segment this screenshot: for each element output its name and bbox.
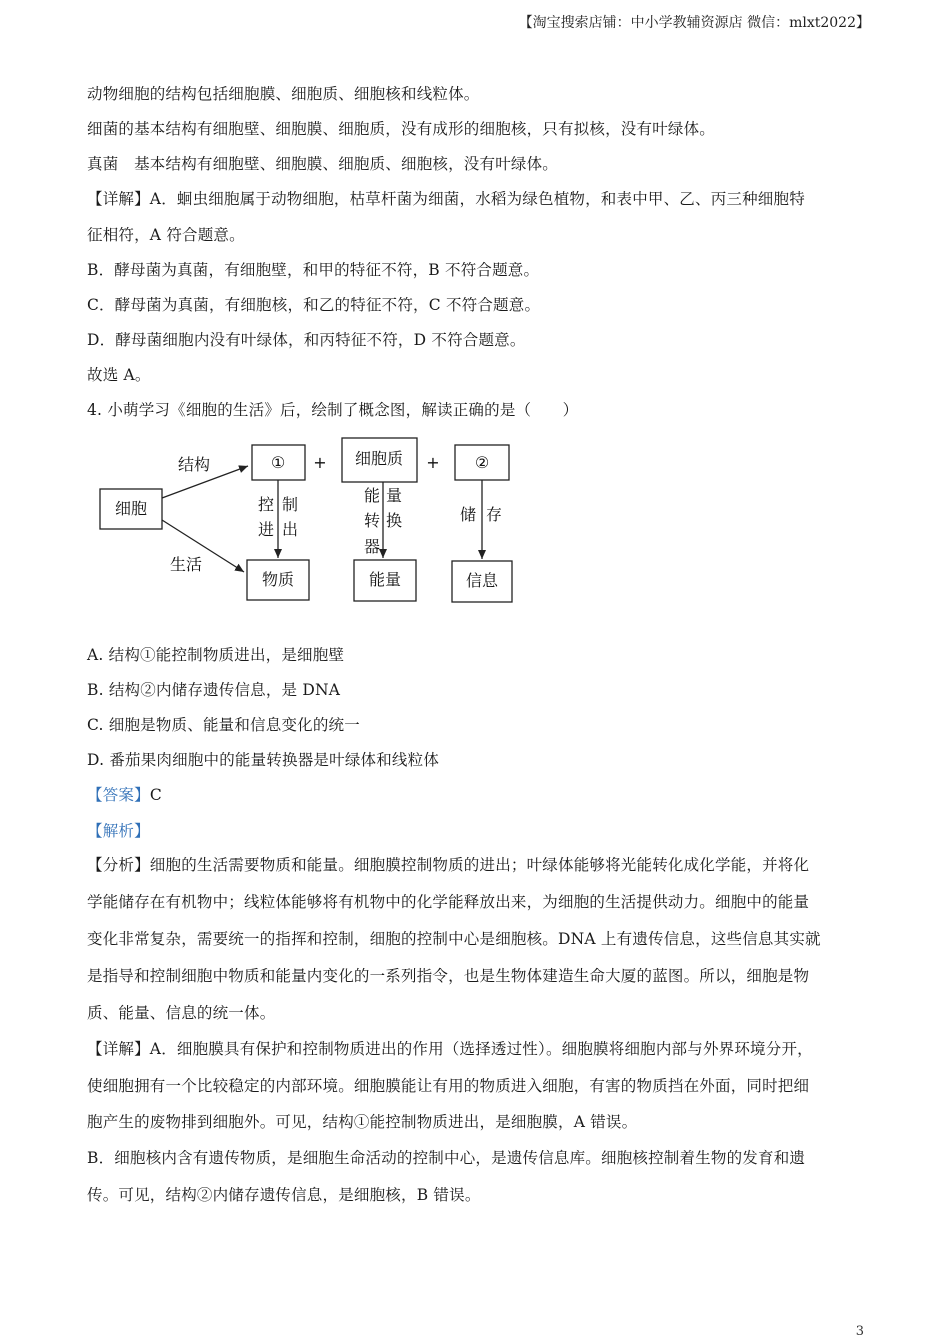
text-line: 征相符，A 符合题意。 bbox=[87, 226, 245, 244]
energy-char: 器 bbox=[363, 537, 381, 556]
analysis-line: 胞产生的废物排到细胞外。可见，结构①能控制物质进出，是细胞膜，A 错误。 bbox=[87, 1113, 638, 1131]
page-number: 3 bbox=[855, 1324, 864, 1339]
text-line: 故选 A。 bbox=[87, 366, 151, 384]
matter-label: 物质 bbox=[261, 570, 295, 589]
energy-char: 量 bbox=[385, 486, 403, 505]
control-char: 出 bbox=[281, 520, 299, 539]
structure-1-label: ① bbox=[270, 453, 286, 472]
life-arrow-label: 生活 bbox=[169, 555, 203, 574]
cytoplasm-label: 细胞质 bbox=[354, 449, 404, 468]
text-line: 真菌 基本结构有细胞壁、细胞膜、细胞质、细胞核，没有叶绿体。 bbox=[87, 155, 559, 173]
answer-line bbox=[87, 783, 162, 805]
structure-2-label: ② bbox=[474, 453, 490, 472]
analysis-tag: 【解析】 bbox=[87, 822, 150, 840]
energy-label: 能量 bbox=[368, 570, 402, 589]
option-d: D. 番茄果肉细胞中的能量转换器是叶绿体和线粒体 bbox=[87, 751, 440, 769]
text-line: 【详解】A．蛔虫细胞属于动物细胞，枯草杆菌为细菌，水稻为绿色植物，和表中甲、乙、丙三种细胞特 bbox=[87, 190, 805, 208]
control-char: 进 bbox=[257, 520, 275, 539]
energy-char: 转 bbox=[363, 511, 381, 530]
control-char: 控 bbox=[257, 495, 275, 514]
concept-map-diagram bbox=[96, 432, 526, 608]
text-line: D．酵母菌细胞内没有叶绿体，和丙特征不符，D 不符合题意。 bbox=[87, 331, 526, 349]
analysis-line: 是指导和控制细胞中物质和能量内变化的一系列指令，也是生物体建造生命大厦的蓝图。所以，细胞是物 bbox=[87, 967, 810, 985]
store-char: 储 bbox=[459, 505, 477, 524]
page-header: 【淘宝搜索店铺：中小学教辅资源店 微信：mlxt2022】 bbox=[518, 15, 870, 31]
analysis-line: B．细胞核内含有遗传物质，是细胞生命活动的控制中心，是遗传信息库。细胞核控制着生物的发育和遗 bbox=[87, 1149, 806, 1167]
option-a: A. 结构①能控制物质进出，是细胞壁 bbox=[87, 646, 345, 664]
analysis-line: 【分析】细胞的生活需要物质和能量。细胞膜控制物质的进出；叶绿体能够将光能转化成化学能，并将化 bbox=[87, 856, 810, 874]
store-char: 存 bbox=[485, 505, 503, 524]
answer-tag: 【答案】 bbox=[87, 786, 150, 804]
option-b: B. 结构②内储存遗传信息，是 DNA bbox=[87, 681, 341, 699]
energy-char: 换 bbox=[385, 511, 403, 530]
control-char: 制 bbox=[281, 495, 299, 514]
analysis-line: 【详解】A．细胞膜具有保护和控制物质进出的作用（选择透过性）。细胞膜将细胞内部与外界环境分开， bbox=[87, 1040, 813, 1058]
text-line: C．酵母菌为真菌，有细胞核，和乙的特征不符，C 不符合题意。 bbox=[87, 296, 541, 314]
analysis-line: 传。可见，结构②内储存遗传信息，是细胞核，B 错误。 bbox=[87, 1186, 481, 1204]
text-line: 动物细胞的结构包括细胞膜、细胞质、细胞核和线粒体。 bbox=[87, 85, 480, 103]
text-line: 细菌的基本结构有细胞壁、细胞膜、细胞质，没有成形的细胞核，只有拟核，没有叶绿体。 bbox=[87, 120, 716, 138]
cell-label: 细胞 bbox=[114, 499, 148, 518]
analysis-line: 质、能量、信息的统一体。 bbox=[87, 1004, 276, 1022]
structure-arrow-label: 结构 bbox=[177, 455, 211, 474]
analysis-line: 使细胞拥有一个比较稳定的内部环境。细胞膜能让有用的物质进入细胞，有害的物质挡在外面，同时把细 bbox=[87, 1077, 810, 1095]
energy-char: 能 bbox=[363, 486, 381, 505]
text-line: B．酵母菌为真菌，有细胞壁，和甲的特征不符，B 不符合题意。 bbox=[87, 261, 540, 279]
option-c: C. 细胞是物质、能量和信息变化的统一 bbox=[87, 716, 360, 734]
analysis-line: 变化非常复杂，需要统一的指挥和控制，细胞的控制中心是细胞核。DNA 上有遗传信息，这些信息其实就 bbox=[87, 930, 821, 948]
information-label: 信息 bbox=[465, 571, 499, 590]
plus-sign: + bbox=[313, 453, 327, 472]
analysis-line: 学能储存在有机物中；线粒体能够将有机物中的化学能释放出来，为细胞的生活提供动力。细胞中的能量 bbox=[87, 893, 810, 911]
answer-value: C bbox=[149, 786, 162, 804]
plus-sign: + bbox=[426, 453, 440, 472]
question-4-stem: 4. 小萌学习《细胞的生活》后，绘制了概念图，解读正确的是（ ） bbox=[87, 401, 579, 419]
